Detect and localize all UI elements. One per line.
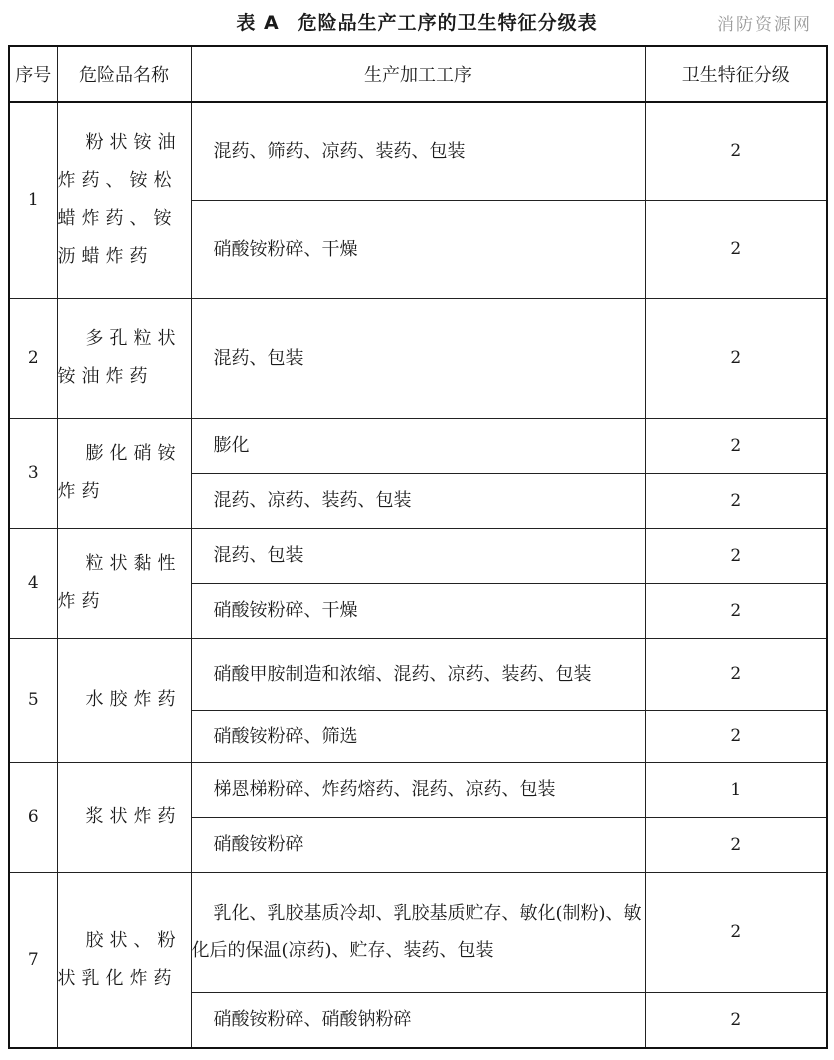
product-name-text: 胶状、粉状乳化炸药 [57, 929, 182, 989]
row-product-name [57, 872, 191, 1048]
process-text: 混药、包装 [213, 347, 304, 369]
row-process [191, 473, 645, 528]
process-text: 硝酸铵粉碎、干燥 [213, 238, 358, 260]
title-bar [0, 4, 834, 40]
row-process [191, 200, 645, 298]
process-text: 硝酸铵粉碎、筛选 [213, 725, 358, 747]
process-text: 混药、包装 [213, 545, 304, 566]
row-seq: 1 [9, 102, 57, 298]
header-grade: 卫生特征分级 [645, 46, 827, 102]
table-row [9, 528, 827, 583]
table-row [9, 298, 827, 418]
process-text: 硝酸甲胺制造和浓缩、混药、凉药、装药、包装 [213, 663, 592, 685]
row-seq: 3 [9, 418, 57, 528]
row-seq: 7 [9, 872, 57, 1048]
row-process [191, 583, 645, 638]
row-seq: 6 [9, 762, 57, 872]
row-product-name [57, 298, 191, 418]
hygiene-grade-table [8, 45, 828, 1049]
row-process [191, 418, 645, 473]
row-process [191, 528, 645, 583]
row-grade: 2 [645, 710, 827, 762]
row-seq: 2 [9, 298, 57, 418]
product-name-text: 粒状黏性炸药 [57, 553, 182, 612]
table-row [9, 102, 827, 200]
product-name-text: 水胶炸药 [85, 689, 182, 710]
row-grade: 2 [645, 528, 827, 583]
row-product-name [57, 528, 191, 638]
row-process [191, 102, 645, 200]
process-text: 梯恩梯粉碎、炸药熔药、混药、凉药、包装 [213, 779, 556, 800]
process-text: 硝酸铵粉碎 [213, 834, 304, 855]
row-process [191, 298, 645, 418]
header-seq: 序号 [9, 46, 57, 102]
row-seq: 5 [9, 638, 57, 762]
table-body [9, 102, 827, 1048]
row-grade: 2 [645, 638, 827, 710]
product-name-text: 多孔粒状铵油炸药 [57, 328, 182, 387]
table-row [9, 872, 827, 992]
table-title [0, 8, 834, 35]
row-grade: 2 [645, 992, 827, 1048]
row-process [191, 638, 645, 710]
table-row [9, 638, 827, 710]
row-process [191, 710, 645, 762]
row-seq: 4 [9, 528, 57, 638]
row-grade: 2 [645, 200, 827, 298]
table-label: 表 A [236, 12, 280, 34]
product-name-text: 浆状炸药 [85, 806, 182, 827]
row-process [191, 872, 645, 992]
table-row [9, 762, 827, 817]
row-process [191, 817, 645, 872]
process-text: 混药、筛药、凉药、装药、包装 [213, 140, 466, 162]
header-name: 危险品名称 [57, 46, 191, 102]
row-grade: 2 [645, 418, 827, 473]
row-product-name [57, 638, 191, 762]
product-name-text: 粉状铵油炸药、铵松蜡炸药、铵沥蜡炸药 [57, 132, 182, 268]
row-grade: 2 [645, 817, 827, 872]
watermark: 消防资源网 [717, 15, 812, 35]
process-text: 硝酸铵粉碎、干燥 [213, 600, 358, 621]
row-grade: 1 [645, 762, 827, 817]
table-title-text: 危险品生产工序的卫生特征分级表 [297, 12, 598, 34]
header-process: 生产加工工序 [191, 46, 645, 102]
row-process [191, 992, 645, 1048]
table-row [9, 418, 827, 473]
row-grade: 2 [645, 102, 827, 200]
product-name-text: 膨化硝铵炸药 [57, 443, 182, 502]
row-process [191, 762, 645, 817]
process-text: 乳化、乳胶基质冷却、乳胶基质贮存、敏化(制粉)、敏化后的保温(凉药)、贮存、装药、包装 [191, 903, 642, 961]
process-text: 硝酸铵粉碎、硝酸钠粉碎 [213, 1009, 412, 1031]
row-grade: 2 [645, 872, 827, 992]
row-product-name [57, 418, 191, 528]
row-product-name [57, 102, 191, 298]
header-row [9, 46, 827, 102]
row-grade: 2 [645, 473, 827, 528]
process-text: 膨化 [213, 435, 250, 456]
row-grade: 2 [645, 583, 827, 638]
row-product-name [57, 762, 191, 872]
row-grade: 2 [645, 298, 827, 418]
process-text: 混药、凉药、装药、包装 [213, 490, 412, 511]
